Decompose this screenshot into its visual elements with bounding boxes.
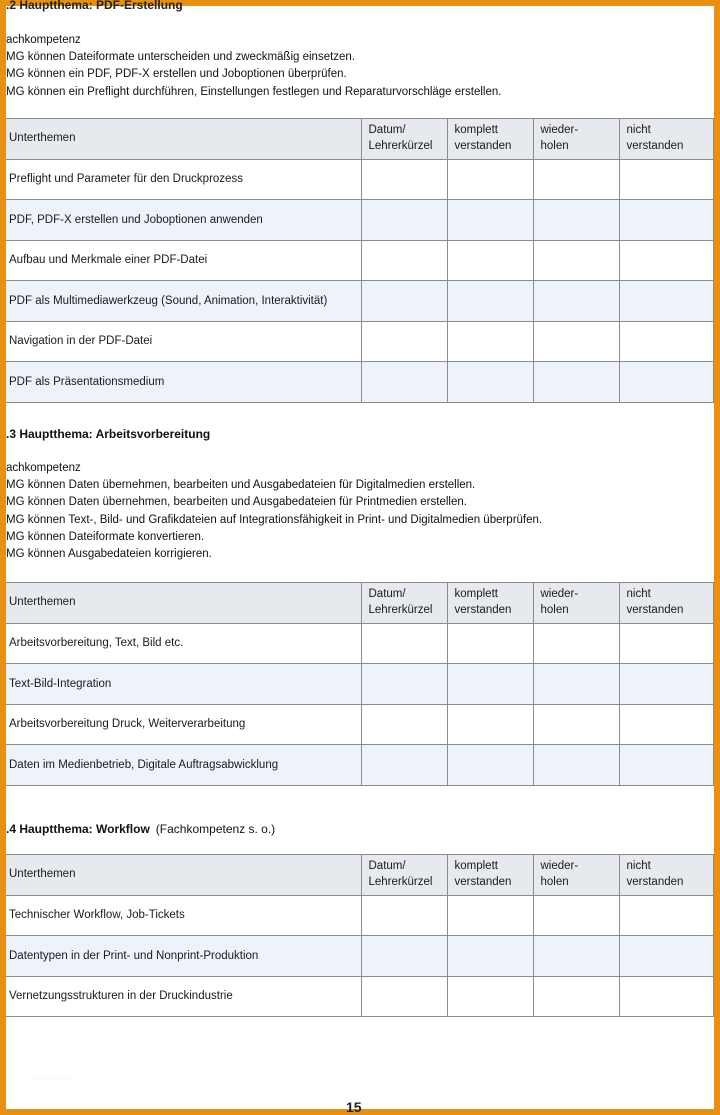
header-nicht: nicht verstanden xyxy=(619,583,713,624)
nicht-cell[interactable] xyxy=(619,200,713,241)
topic-cell: PDF, PDF-X erstellen und Joboptionen anwenden xyxy=(6,200,361,241)
nicht-cell[interactable] xyxy=(619,159,713,200)
topic-cell: Daten im Medienbetrieb, Digitale Auftragsabwicklung xyxy=(6,745,361,786)
topics-table-pdf xyxy=(6,118,714,403)
datum-cell[interactable] xyxy=(361,745,447,786)
nicht-cell[interactable] xyxy=(619,664,713,705)
nicht-cell[interactable] xyxy=(619,321,713,362)
datum-cell[interactable] xyxy=(361,321,447,362)
header-wiederholen: wieder- holen xyxy=(533,119,619,160)
nicht-cell[interactable] xyxy=(619,976,713,1017)
datum-cell[interactable] xyxy=(361,664,447,705)
topic-cell: Text-Bild-Integration xyxy=(6,664,361,705)
table-row xyxy=(6,281,713,322)
nicht-cell[interactable] xyxy=(619,704,713,745)
komplett-cell[interactable] xyxy=(447,362,533,403)
header-komplett: komplett verstanden xyxy=(447,119,533,160)
nicht-cell[interactable] xyxy=(619,362,713,403)
header-komplett: komplett verstanden xyxy=(447,855,533,896)
table-row xyxy=(6,240,713,281)
datum-cell[interactable] xyxy=(361,362,447,403)
table-header-row xyxy=(6,855,713,896)
header-datum: Datum/ Lehrerkürzel xyxy=(361,119,447,160)
competence-heading: achkompetenz xyxy=(6,462,81,474)
wiederholen-cell[interactable] xyxy=(533,362,619,403)
datum-cell[interactable] xyxy=(361,623,447,664)
wiederholen-cell[interactable] xyxy=(533,976,619,1017)
table-row xyxy=(6,704,713,745)
competence-line: MG können Dateiformate unterscheiden und zweckmäßig einsetzen. xyxy=(6,51,356,64)
wiederholen-cell[interactable] xyxy=(533,623,619,664)
topic-cell: PDF als Präsentationsmedium xyxy=(6,362,361,403)
table-row xyxy=(6,623,713,664)
wiederholen-cell[interactable] xyxy=(533,936,619,977)
komplett-cell[interactable] xyxy=(447,321,533,362)
topic-cell: Navigation in der PDF-Datei xyxy=(6,321,361,362)
competence-line: MG können ein PDF, PDF-X erstellen und Joboptionen überprüfen. xyxy=(6,68,347,81)
wiederholen-cell[interactable] xyxy=(533,200,619,241)
table-row xyxy=(6,745,713,786)
komplett-cell[interactable] xyxy=(447,704,533,745)
komplett-cell[interactable] xyxy=(447,281,533,322)
datum-cell[interactable] xyxy=(361,281,447,322)
header-datum: Datum/ Lehrerkürzel xyxy=(361,855,447,896)
nicht-cell[interactable] xyxy=(619,936,713,977)
header-unterthemen: Unterthemen xyxy=(6,119,361,160)
competence-line: MG können Text-, Bild- und Grafikdateien auf Integrationsfähigkeit in Print- und Digitalmedien überprüfen. xyxy=(6,513,543,526)
page-number: 15 xyxy=(346,1099,362,1115)
document-page xyxy=(6,0,714,1115)
table-row xyxy=(6,362,713,403)
datum-cell[interactable] xyxy=(361,240,447,281)
competence-line: MG können ein Preflight durchführen, Einstellungen festlegen und Reparaturvorschläge erstellen. xyxy=(6,85,502,98)
table-row xyxy=(6,895,713,936)
table-header-row xyxy=(6,119,713,160)
topic-cell: Aufbau und Merkmale einer PDF-Datei xyxy=(6,240,361,281)
wiederholen-cell[interactable] xyxy=(533,281,619,322)
nicht-cell[interactable] xyxy=(619,240,713,281)
topics-table-workflow xyxy=(6,854,714,1017)
clipped-section-title: .2 Hauptthema: PDF-Erstellung xyxy=(6,0,183,12)
nicht-cell[interactable] xyxy=(619,895,713,936)
wiederholen-cell[interactable] xyxy=(533,321,619,362)
table-header-row xyxy=(6,583,713,624)
komplett-cell[interactable] xyxy=(447,200,533,241)
nicht-cell[interactable] xyxy=(619,623,713,664)
topic-cell: Arbeitsvorbereitung, Text, Bild etc. xyxy=(6,623,361,664)
komplett-cell[interactable] xyxy=(447,976,533,1017)
wiederholen-cell[interactable] xyxy=(533,895,619,936)
topic-cell: PDF als Multimediawerkzeug (Sound, Animation, Interaktivität) xyxy=(6,281,361,322)
table-row xyxy=(6,321,713,362)
datum-cell[interactable] xyxy=(361,704,447,745)
competence-line: MG können Ausgabedateien korrigieren. xyxy=(6,548,212,561)
topics-table-arbeitsvorbereitung xyxy=(6,582,714,786)
section-title-suffix: (Fachkompetenz s. o.) xyxy=(155,822,276,836)
table-row xyxy=(6,664,713,705)
header-komplett: komplett verstanden xyxy=(447,583,533,624)
section-title-workflow xyxy=(6,822,275,836)
wiederholen-cell[interactable] xyxy=(533,704,619,745)
topic-cell: Preflight und Parameter für den Druckprozess xyxy=(6,159,361,200)
komplett-cell[interactable] xyxy=(447,664,533,705)
wiederholen-cell[interactable] xyxy=(533,745,619,786)
competence-line: MG können Daten übernehmen, bearbeiten und Ausgabedateien für Digitalmedien erstellen. xyxy=(6,479,476,492)
table-row xyxy=(6,976,713,1017)
datum-cell[interactable] xyxy=(361,200,447,241)
komplett-cell[interactable] xyxy=(447,159,533,200)
wiederholen-cell[interactable] xyxy=(533,240,619,281)
topic-cell: Vernetzungsstrukturen in der Druckindustrie xyxy=(6,976,361,1017)
topic-cell: Technischer Workflow, Job-Tickets xyxy=(6,895,361,936)
topic-cell: Arbeitsvorbereitung Druck, Weiterverarbeitung xyxy=(6,704,361,745)
header-nicht: nicht verstanden xyxy=(619,119,713,160)
topic-cell: Datentypen in der Print- und Nonprint-Produktion xyxy=(6,936,361,977)
header-datum: Datum/ Lehrerkürzel xyxy=(361,583,447,624)
nicht-cell[interactable] xyxy=(619,745,713,786)
komplett-cell[interactable] xyxy=(447,240,533,281)
competence-line: MG können Dateiformate konvertieren. xyxy=(6,530,205,543)
komplett-cell[interactable] xyxy=(447,936,533,977)
competence-heading: achkompetenz xyxy=(6,34,81,46)
competence-block-arbeitsvorbereitung xyxy=(6,460,542,563)
komplett-cell[interactable] xyxy=(447,895,533,936)
header-wiederholen: wieder- holen xyxy=(533,583,619,624)
competence-block-pdf xyxy=(6,32,501,101)
table-row xyxy=(6,159,713,200)
datum-cell[interactable] xyxy=(361,976,447,1017)
competence-line: MG können Daten übernehmen, bearbeiten und Ausgabedateien für Printmedien erstellen. xyxy=(6,496,467,509)
table-row xyxy=(6,936,713,977)
header-nicht: nicht verstanden xyxy=(619,855,713,896)
wiederholen-cell[interactable] xyxy=(533,159,619,200)
nicht-cell[interactable] xyxy=(619,281,713,322)
header-unterthemen: Unterthemen xyxy=(6,583,361,624)
datum-cell[interactable] xyxy=(361,159,447,200)
section-title-arbeitsvorbereitung: .3 Hauptthema: Arbeitsvorbereitung xyxy=(6,427,211,441)
table-row xyxy=(6,200,713,241)
section-title-text: .4 Hauptthema: Workflow xyxy=(6,822,150,836)
datum-cell[interactable] xyxy=(361,895,447,936)
header-unterthemen: Unterthemen xyxy=(6,855,361,896)
header-wiederholen: wieder- holen xyxy=(533,855,619,896)
datum-cell[interactable] xyxy=(361,936,447,977)
komplett-cell[interactable] xyxy=(447,745,533,786)
footer-watermark: · · · · · · · · · · xyxy=(32,1076,73,1083)
komplett-cell[interactable] xyxy=(447,623,533,664)
wiederholen-cell[interactable] xyxy=(533,664,619,705)
